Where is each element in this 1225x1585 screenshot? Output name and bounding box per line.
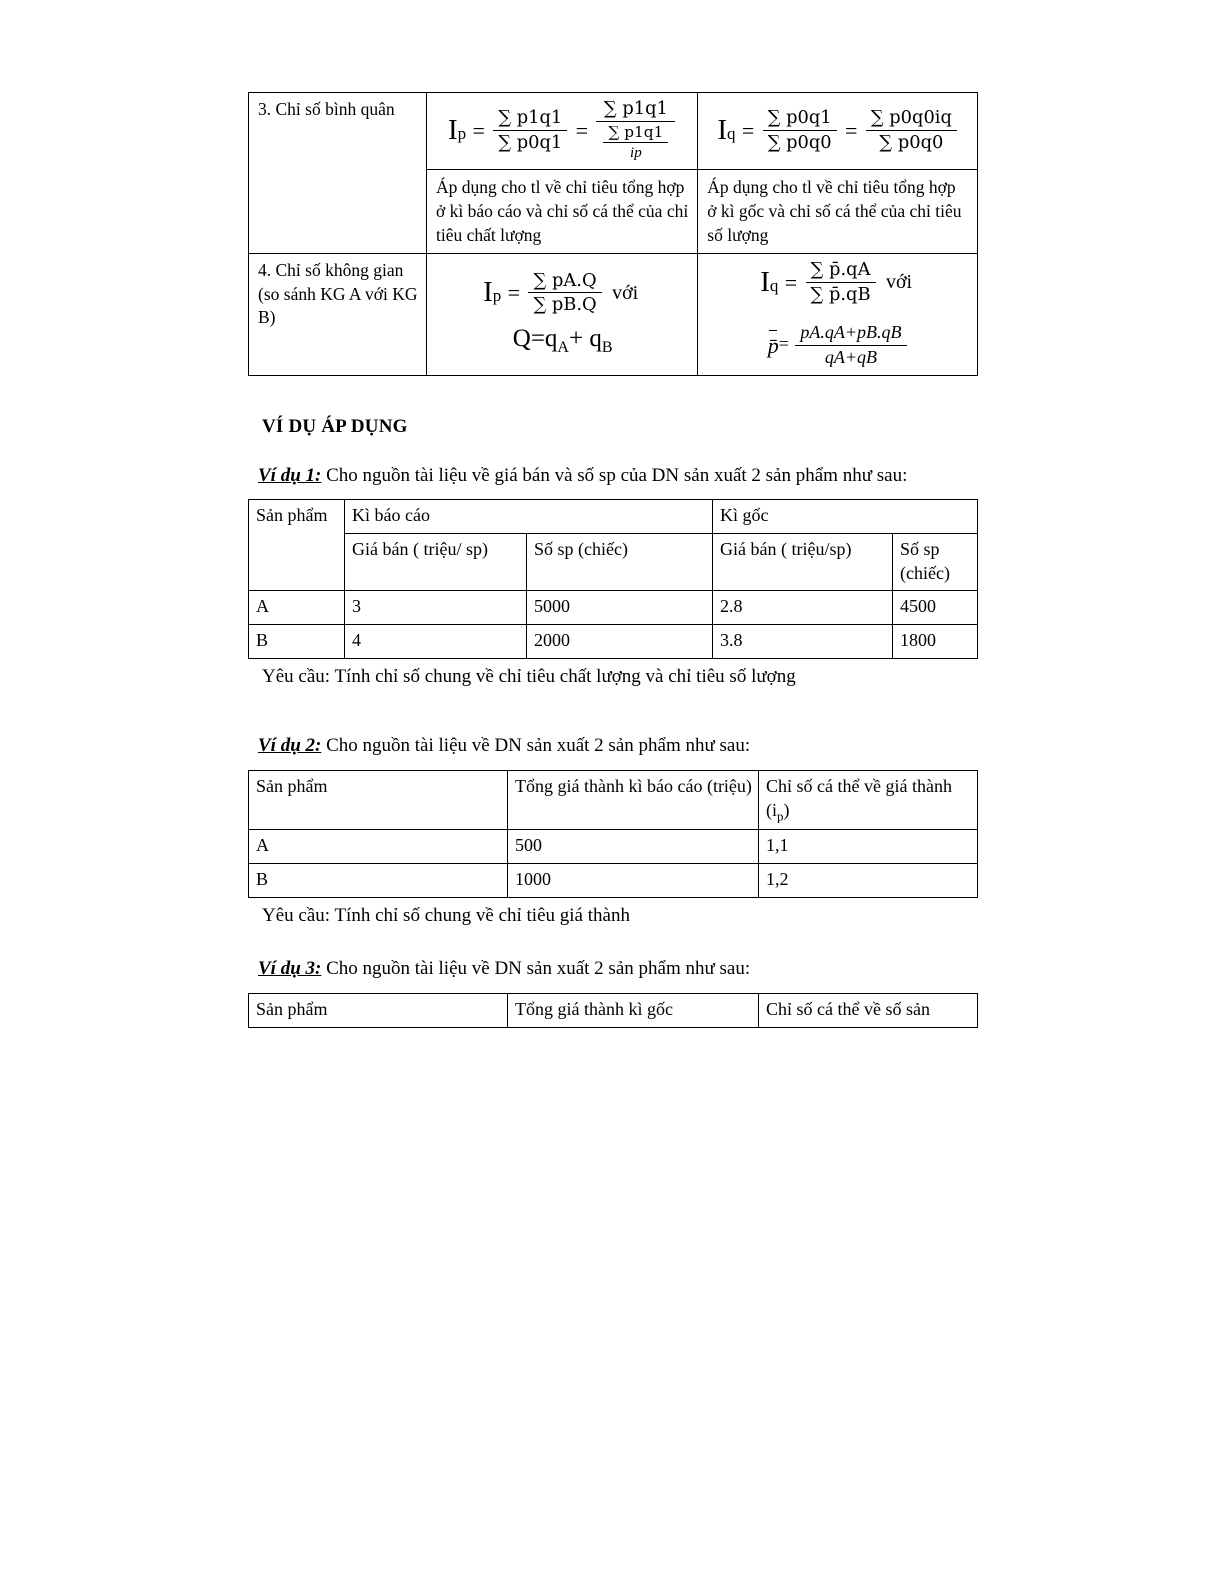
header-so-sp-bao-cao: Số sp (chiếc) [527,533,713,591]
equals-sign: = [472,117,485,143]
table-row [249,254,978,375]
header-chi-so-ca-the-so-san: Chỉ số cá thể về số sản [759,994,978,1028]
example2-table [248,770,978,898]
example2-label: Ví dụ 2: [258,735,322,757]
fraction-2: $\frac{\sum p1q1}{\frac{\sum p1q1}{ip}}$ [596,98,675,163]
fraction-pbar: $\frac{pA.qA+pB.qB}{qA+qB}$ [795,322,906,369]
fraction-2: $\frac{\sum p0q0iq}{\sum p0q0}$ [866,107,957,154]
table-header-row [249,770,978,829]
cell-price-base: 2.8 [713,591,893,625]
q-definition: $Q=q_A+ q_B$ [512,325,613,357]
header-san-pham: Sản phẩm [249,500,345,591]
symbol-I-q: Iq [760,265,779,298]
cell-price-base: 3.8 [713,625,893,659]
header-tong-gia-thanh-ki-goc: Tổng giá thành kì gốc [508,994,759,1028]
section-title: VÍ DỤ ÁP DỤNG [262,415,408,437]
symbol-I-p: Ip [447,113,467,146]
symbol-I-q: Iq [717,113,736,146]
description-left: Áp dụng cho tl về chỉ tiêu tổng hợp ở kì báo cáo và chỉ số cá thể của chỉ tiêu chất lượng [427,169,698,253]
cell-product: A [249,591,345,625]
cell-index: 1,2 [759,864,978,898]
example1-text: Cho nguồn tài liệu về giá bán và số sp của DN sản xuất 2 sản phẩm như sau: [321,464,908,486]
fraction-main: $\frac{\sum p̄.qA}{\sum p̄.qB}$ [806,259,876,306]
formula-iq-khong-gian [698,254,978,375]
header-ki-goc: Kì gốc [713,500,978,534]
cell-index: 1,1 [759,830,978,864]
table-header-row-2 [249,533,978,591]
equals-sign-2: = [845,117,858,143]
cell-product: B [249,864,508,898]
cell-qty-base: 1800 [893,625,978,659]
cell-total-cost: 500 [508,830,759,864]
table-header-row [249,994,978,1028]
formula-expression [760,259,916,306]
formula-ip-binh-quan [427,93,698,170]
formula-expression [448,98,677,163]
pbar-equals: = [778,333,789,354]
table-row [249,830,978,864]
example3-intro [248,955,978,983]
example1-requirement: Yêu cầu: Tính chỉ số chung về chỉ tiêu chất lượng và chỉ tiêu số lượng [262,665,796,687]
voi-text: với [885,271,913,294]
spacer [248,690,978,732]
description-right: Áp dụng cho tl về chỉ tiêu tổng hợp ở kì gốc và chỉ số cá thể của chỉ tiêu số lượng [698,169,978,253]
formula-table [248,92,978,376]
row-label-khong-gian: 4. Chỉ số không gian (so sánh KG A với KG B) [249,254,427,375]
example3-table [248,993,978,1028]
cell-price-current: 3 [345,591,527,625]
table-row [249,93,978,170]
page-content [248,92,978,1028]
header-tong-gia-thanh: Tổng giá thành kì báo cáo (triệu) [508,770,759,829]
equals-sign: = [507,280,521,306]
example3-label: Ví dụ 3: [258,958,322,980]
header-chi-so-ca-the: Chỉ số cá thể về giá thành $(i_p)$ [759,770,978,829]
cell-qty-base: 4500 [893,591,978,625]
cell-product: A [249,830,508,864]
header-ki-bao-cao: Kì báo cáo [345,500,713,534]
header-san-pham: Sản phẩm [249,770,508,829]
fraction-main: $\frac{\sum pA.Q}{\sum pB.Q}$ [528,270,601,317]
header-gia-ban-goc: Giá bán ( triệu/sp) [713,533,893,591]
table-header-row [249,500,978,534]
example2-requirement: Yêu cầu: Tính chỉ số chung về chỉ tiêu giá thành [262,904,630,926]
table-row [249,591,978,625]
fraction-inner: $\frac{\sum p1q1}{ip}$ [603,123,668,163]
header-gia-ban-bao-cao: Giá bán ( triệu/ sp) [345,533,527,591]
p-bar-definition [707,322,969,369]
header-so-sp-goc: Số sp (chiếc) [893,533,978,591]
cell-qty-current: 2000 [527,625,713,659]
equals-sign: = [741,117,755,143]
example2-intro [248,732,978,760]
equals-sign-2: = [575,117,589,143]
header-san-pham: Sản phẩm [249,994,508,1028]
fraction-1: $\frac{\sum p1q1}{\sum p0q1}$ [493,107,567,154]
example1-table [248,499,978,659]
example3-text: Cho nguồn tài liệu về DN sản xuất 2 sản phẩm như sau: [321,958,751,980]
cell-price-current: 4 [345,625,527,659]
formula-expression [717,107,959,154]
voi-text: với [612,281,639,304]
cell-product: B [249,625,345,659]
formula-ip-khong-gian [427,254,698,375]
example1-label: Ví dụ 1: [258,464,322,486]
fraction-1: $\frac{\sum p0q1}{\sum p0q0}$ [763,107,837,154]
table-row [249,625,978,659]
spacer [248,929,978,955]
example1-intro [248,462,978,490]
formula-iq-binh-quan [698,93,978,170]
symbol-I-p: Ip [483,276,502,309]
cell-qty-current: 5000 [527,591,713,625]
formula-expression [483,270,642,317]
nested-fraction [596,122,675,163]
row-label-binh-quan: 3. Chỉ số bình quân [249,93,427,254]
p-bar-symbol: p̄ [768,331,779,360]
example2-text: Cho nguồn tài liệu về DN sản xuất 2 sản phẩm như sau: [321,735,751,757]
table-row [249,864,978,898]
cell-total-cost: 1000 [508,864,759,898]
equals-sign: = [784,269,798,295]
